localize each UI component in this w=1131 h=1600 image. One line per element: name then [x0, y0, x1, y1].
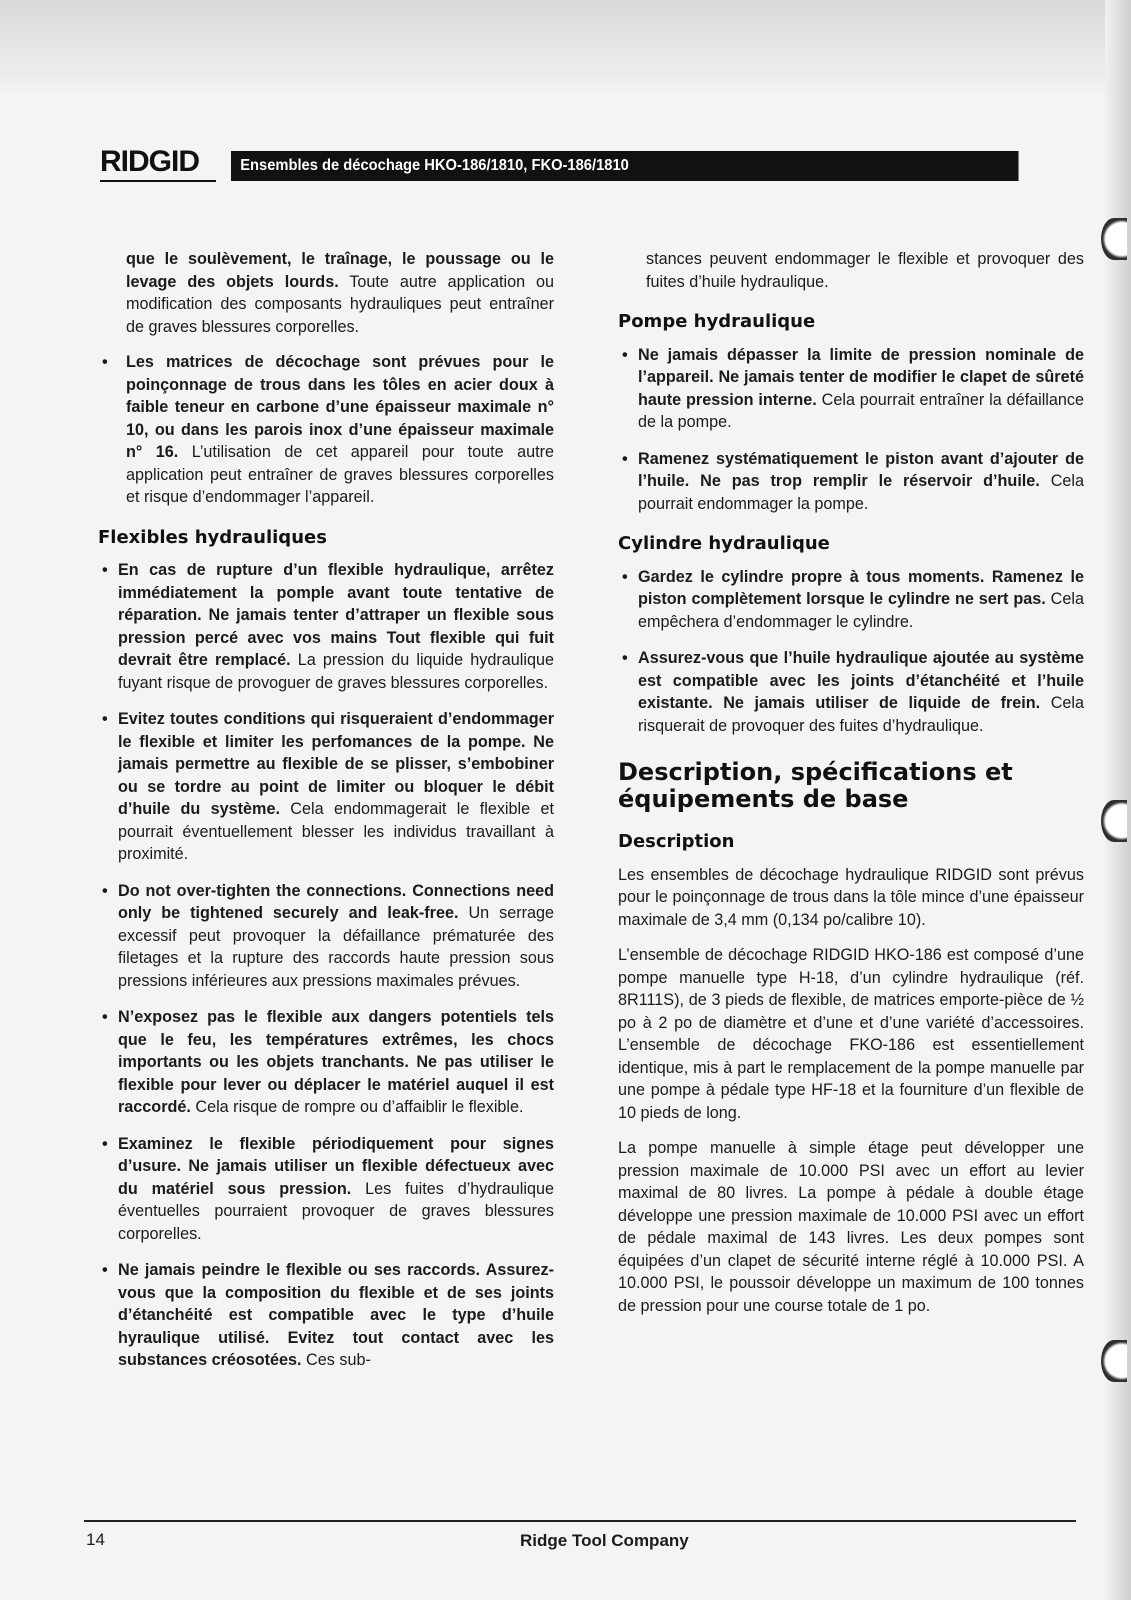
- paragraph: L’ensemble de décochage RIDGID HKO-186 est composé d’une pompe manuelle type H-18, d’un cylindre hydraulique (réf. 8R111S), de 3 pieds de flexible, de matrices emporte-pièce de ½ po à 2 po de diamètre et d’une et d’une variété d’accessoires. L’ensemble de décochage FKO-186 est essentiellement identique, mis à part le remplacement de la pompe manuelle par une pompe à pédale type HF-18 et la fourniture d’un flexible de 10 pieds de long.: [618, 946, 1084, 1122]
- list-item: • Ramenez systématiquement le piston avant d’ajouter de l’huile. Ne pas trop remplir le réservoir d’huile. Cela pourrait endommager la pompe.: [618, 448, 1084, 516]
- section-heading: Cylindre hydraulique: [618, 533, 830, 554]
- paragraph: stances peuvent endommager le flexible et provoquer des fuites d’huile hydraulique.: [646, 250, 1084, 291]
- section-heading: Description: [618, 831, 735, 852]
- logo-underline: [100, 180, 216, 182]
- list-item: • Ne jamais dépasser la limite de pression nominale de l’appareil. Ne jamais tenter de modifier le clapet de sûreté haute pression interne. Cela pourrait entraîner la défaillance de la pompe.: [618, 344, 1084, 434]
- section-heading: Pompe hydraulique: [618, 311, 816, 332]
- ridgid-logo: RIDGID: [100, 145, 199, 178]
- section-heading: Flexibles hydrauliques: [98, 526, 327, 548]
- left-column: [98, 248, 554, 1386]
- list-item: • Gardez le cylindre propre à tous moments. Ramenez le piston complètement lorsque le cylindre ne sert pas. Cela empêchera d’endommager le cylindre.: [618, 566, 1084, 634]
- chapter-heading: Description, spécifications et équipements de base: [618, 758, 1013, 813]
- scan-shadow: [0, 0, 1131, 95]
- paragraph: que le soulèvement, le traînage, le poussage ou le levage des objets lourds. Toute autre application ou modification des composants hydrauliques peut entraîner de graves blessures corporelles.: [126, 250, 555, 336]
- list-item: • Assurez-vous que l’huile hydraulique ajoutée au système est compatible avec les joints d’étanchéité et l’huile existante. Ne jamais utiliser de liquide de frein. Cela risquerait de provoquer des fuites d’hydraulique.: [618, 647, 1084, 737]
- binder-hole: [1101, 1340, 1127, 1382]
- footer-rule: [84, 1520, 1076, 1522]
- binder-hole: [1101, 800, 1127, 842]
- binder-hole: [1101, 218, 1127, 260]
- list-item: • N’exposez pas le flexible aux dangers potentiels tels que le feu, les températures extrêmes, les chocs importants ou les objets tranchants. Ne pas utiliser le flexible pour lever ou déplacer le matériel auquel il est raccordé. Cela risque de rompre ou d’affaiblir le flexible.: [98, 1006, 554, 1119]
- list-item: • Ne jamais peindre le flexible ou ses raccords. Assurez-vous que la composition du flexible et de ses joints d’étanchéité est compatible avec le type d’huile hyraulique utilisé. Evitez tout contact avec les substances créosotées. Ces sub-: [98, 1259, 554, 1372]
- paragraph: Les ensembles de décochage hydraulique RIDGID sont prévus pour le poinçonnage de trous dans la tôle mince d’une épaisseur maximale de 3,4 mm (0,134 po/calibre 10).: [618, 865, 1084, 929]
- header-title: Ensembles de décochage HKO-186/1810, FKO-186/1810: [231, 151, 1019, 181]
- footer-company: Ridge Tool Company: [520, 1531, 689, 1550]
- page-number: 14: [86, 1530, 105, 1549]
- list-item: • Evitez toutes conditions qui risqueraient d’endommager le flexible et limiter les perfomances de la pompe. Ne jamais permettre au flexible de se plisser, s’embobiner ou se tordre au point de limiter ou bloquer le débit d’huile du système. Cela endommagerait le flexible et pourrait éventuellement blesser les individus travaillant à proximité.: [98, 708, 554, 866]
- list-item: • Do not over-tighten the connections. Connections need only be tightened securely and leak-free. Un serrage excessif peut provoquer la défaillance prématurée des filetages et la rupture des raccords haute pression sous pressions inférieures aux pressions maximales prévues.: [98, 880, 554, 993]
- list-item: • Les matrices de décochage sont prévues pour le poinçonnage de trous dans les tôles en acier doux à faible teneur en carbone d’une épaisseur maximale n° 10, ou dans les parois inox d’une épaisseur maximale n° 16. L’utilisation de cet appareil pour toute autre application peut entraîner de graves blessures corporelles et risque d’endommager l’appareil.: [98, 351, 554, 509]
- right-column: [618, 248, 1084, 1330]
- list-item: • Examinez le flexible périodiquement pour signes d’usure. Ne jamais utiliser un flexible défectueux avec du matériel sous pression. Les fuites d’hydraulique éventuelles pourraient provoquer de graves blessures corporelles.: [98, 1133, 554, 1246]
- list-item: • En cas de rupture d’un flexible hydraulique, arrêtez immédiatement la pomple avant toute tentative de réparation. Ne jamais tenter d’attraper un flexible sous pression percé avec vos mains Tout flexible qui fuit devrait être remplacé. La pression du liquide hydraulique fuyant risque de provoguer de graves blessures corporelles.: [98, 559, 554, 694]
- page-header: [96, 145, 1091, 187]
- paragraph: La pompe manuelle à simple étage peut développer une pression maximale de 10.000 PSI avec un effort au levier maximal de 80 livres. La pompe à pédale à double étage développe une pression maximale de 10.000 PSI avec un effort de pédale maximal de 143 livres. Les deux pompes sont équipées d’un clapet de sécurité interne réglé à 10.000 PSI. A 10.000 PSI, le poussoir développe un maximum de 100 tonnes de pression pour une course totale de 1 po.: [618, 1139, 1084, 1315]
